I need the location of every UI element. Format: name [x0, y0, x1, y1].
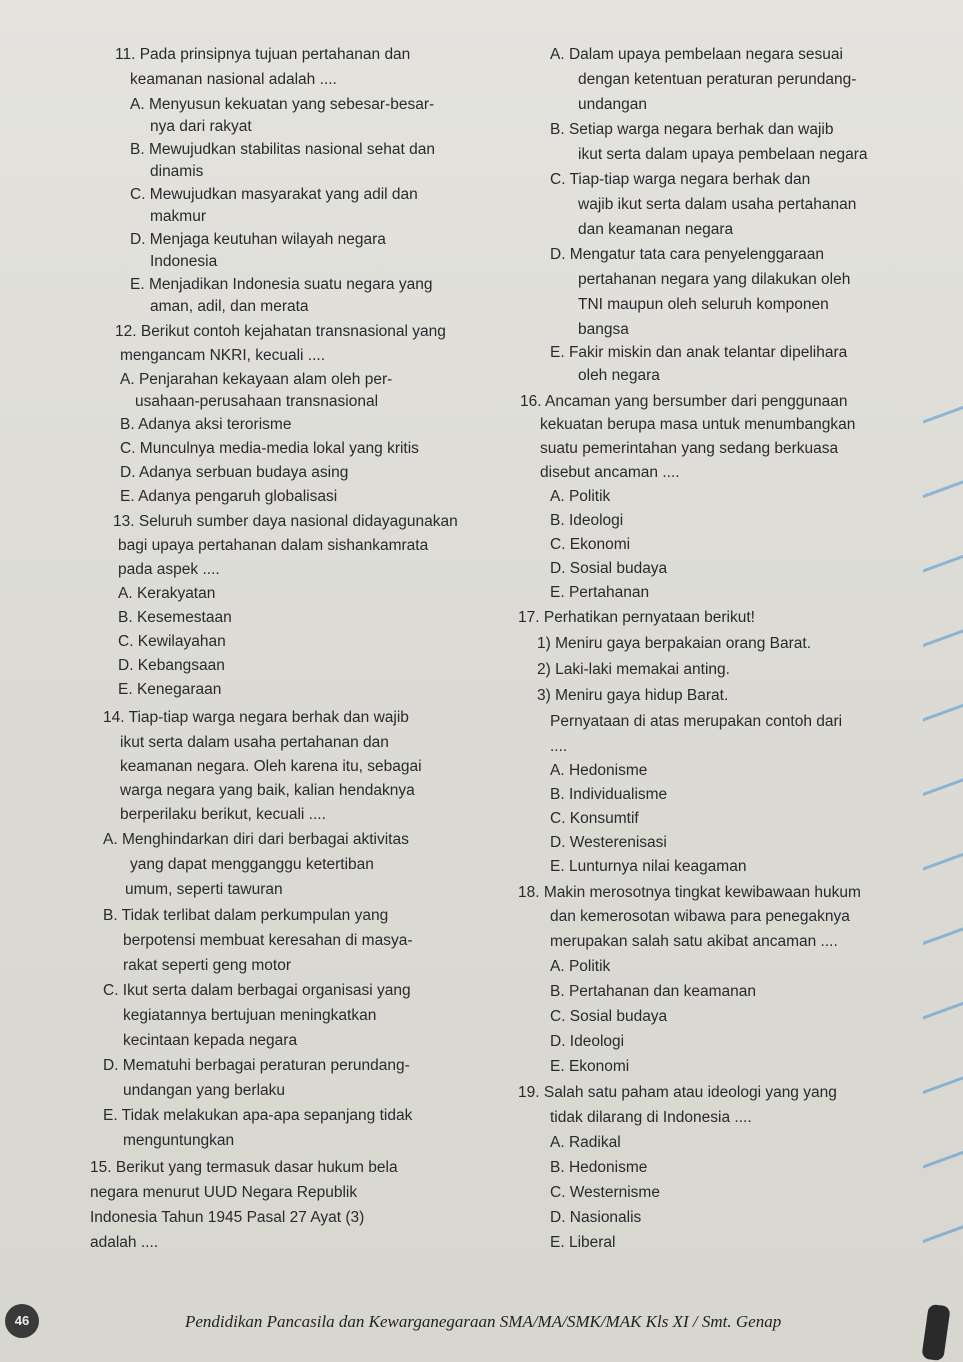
text-line-q14-b1: B. Tidak terlibat dalam perkumpulan yang — [103, 907, 389, 924]
text-line-r15-d1: D. Mengatur tata cara penyelenggaraan — [550, 246, 825, 263]
text-line-q12-e: E. Adanya pengaruh globalisasi — [120, 488, 338, 505]
text-line-q18-2: dan kemerosotan wibawa para penegaknya — [550, 908, 850, 925]
text-line-q17-1: 17. Perhatikan pernyataan berikut! — [518, 609, 755, 626]
page-number: 46 — [5, 1304, 39, 1338]
text-line-q13-2: bagi upaya pertahanan dalam sishankamrata — [118, 537, 429, 554]
text-line-q14-e1: E. Tidak melakukan apa-apa sepanjang tidak — [103, 1107, 413, 1124]
text-line-q11-2: keamanan nasional adalah .... — [130, 71, 337, 88]
text-line-q12-1: 12. Berikut contoh kejahatan transnasional yang — [115, 323, 446, 340]
text-line-q17-s2: 2) Laki-laki memakai anting. — [537, 661, 730, 678]
text-line-q16-4: disebut ancaman .... — [540, 464, 680, 481]
text-line-q16-b: B. Ideologi — [550, 512, 624, 529]
text-line-q14-b2: berpotensi membuat keresahan di masya- — [123, 932, 413, 949]
text-line-q14-d1: D. Mematuhi berbagai peraturan perundang- — [103, 1057, 410, 1074]
text-line-q13-b: B. Kesemestaan — [118, 609, 232, 626]
text-line-q17-2: Pernyataan di atas merupakan contoh dari — [550, 713, 843, 730]
text-line-q19-b: B. Hedonisme — [550, 1159, 648, 1176]
text-line-q19-d: D. Nasionalis — [550, 1209, 642, 1226]
text-line-r15-a1: A. Dalam upaya pembelaan negara sesuai — [550, 46, 843, 63]
text-line-q17-s3: 3) Meniru gaya hidup Barat. — [537, 687, 729, 704]
text-line-r15-c3: dan keamanan negara — [578, 221, 734, 238]
text-line-q14-a2: yang dapat mengganggu ketertiban — [130, 856, 374, 873]
text-line-q17-c: C. Konsumtif — [550, 810, 639, 827]
text-line-q14-1: 14. Tiap-tiap warga negara berhak dan wajib — [103, 709, 409, 726]
text-line-q17-a: A. Hedonisme — [550, 762, 648, 779]
text-line-r15-c1: C. Tiap-tiap warga negara berhak dan — [550, 171, 811, 188]
text-line-q14-c2: kegiatannya bertujuan meningkatkan — [123, 1007, 377, 1024]
text-line-r15-b2: ikut serta dalam upaya pembelaan negara — [578, 146, 868, 163]
text-line-q19-2: tidak dilarang di Indonesia .... — [550, 1109, 752, 1126]
text-line-q11-e2: aman, adil, dan merata — [150, 298, 309, 315]
text-line-q12-b: B. Adanya aksi terorisme — [120, 416, 292, 433]
text-line-q17-d: D. Westerenisasi — [550, 834, 667, 851]
text-line-q12-a1: A. Penjarahan kekayaan alam oleh per- — [120, 371, 393, 388]
text-line-q13-1: 13. Seluruh sumber daya nasional didayagunakan — [113, 513, 458, 530]
text-line-q14-d2: undangan yang berlaku — [123, 1082, 286, 1099]
text-line-q16-1: 16. Ancaman yang bersumber dari penggunaan — [520, 393, 848, 410]
text-line-r15-a2: dengan ketentuan peraturan perundang- — [578, 71, 857, 88]
text-line-q12-d: D. Adanya serbuan budaya asing — [120, 464, 349, 481]
text-line-q15-4: adalah .... — [90, 1234, 159, 1251]
text-line-r15-e2: oleh negara — [578, 367, 660, 384]
text-line-r15-e1: E. Fakir miskin dan anak telantar dipelihara — [550, 344, 848, 361]
pen-cap — [921, 1304, 950, 1362]
text-line-q11-d1: D. Menjaga keutuhan wilayah negara — [130, 231, 386, 248]
text-line-q13-e: E. Kenegaraan — [118, 681, 222, 698]
text-line-q19-e: E. Liberal — [550, 1234, 616, 1251]
text-line-q12-2: mengancam NKRI, kecuali .... — [120, 347, 326, 364]
text-line-q15-1: 15. Berikut yang termasuk dasar hukum bela — [90, 1159, 398, 1176]
book-title: Pendidikan Pancasila dan Kewarganegaraan SMA/MA/SMK/MAK Kls XI / Smt. Genap — [185, 1312, 782, 1331]
text-line-q11-b1: B. Mewujudkan stabilitas nasional sehat dan — [130, 141, 436, 158]
text-line-q15-3: Indonesia Tahun 1945 Pasal 27 Ayat (3) — [90, 1209, 365, 1226]
text-line-q13-3: pada aspek .... — [118, 561, 220, 578]
text-line-q14-5: berperilaku berikut, kecuali .... — [120, 806, 326, 823]
text-line-q13-a: A. Kerakyatan — [118, 585, 216, 602]
text-line-q16-a: A. Politik — [550, 488, 611, 505]
text-line-q18-e: E. Ekonomi — [550, 1058, 630, 1075]
text-line-q19-a: A. Radikal — [550, 1134, 621, 1151]
text-line-q18-a: A. Politik — [550, 958, 611, 975]
text-line-q11-e1: E. Menjadikan Indonesia suatu negara yang — [130, 276, 433, 293]
text-line-q11-a1: A. Menyusun kekuatan yang sebesar-besar- — [130, 96, 435, 113]
text-line-q16-d: D. Sosial budaya — [550, 560, 668, 577]
text-line-r15-d4: bangsa — [578, 321, 629, 338]
text-line-q14-c1: C. Ikut serta dalam berbagai organisasi yang — [103, 982, 411, 999]
text-line-r15-a3: undangan — [578, 96, 647, 113]
text-line-q19-c: C. Westernisme — [550, 1184, 660, 1201]
text-line-q15-2: negara menurut UUD Negara Republik — [90, 1184, 358, 1201]
text-line-q18-1: 18. Makin merosotnya tingkat kewibawaan hukum — [518, 884, 861, 901]
text-line-r15-b1: B. Setiap warga negara berhak dan wajib — [550, 121, 834, 138]
text-line-q11-1: 11. Pada prinsipnya tujuan pertahanan dan — [115, 46, 411, 63]
text-line-q18-b: B. Pertahanan dan keamanan — [550, 983, 756, 1000]
text-line-q19-1: 19. Salah satu paham atau ideologi yang yang — [518, 1084, 837, 1101]
text-line-q11-a2: nya dari rakyat — [150, 118, 252, 135]
text-line-q17-e: E. Lunturnya nilai keagaman — [550, 858, 747, 875]
text-line-q18-d: D. Ideologi — [550, 1033, 625, 1050]
text-line-q16-3: suatu pemerintahan yang sedang berkuasa — [540, 440, 839, 457]
text-line-q14-b3: rakat seperti geng motor — [123, 957, 292, 974]
text-line-q11-d2: Indonesia — [150, 253, 218, 270]
text-line-q14-4: warga negara yang baik, kalian hendaknya — [120, 782, 415, 799]
text-line-q16-2: kekuatan berupa masa untuk menumbangkan — [540, 416, 856, 433]
text-line-q14-c3: kecintaan kepada negara — [123, 1032, 298, 1049]
text-line-q13-d: D. Kebangsaan — [118, 657, 225, 674]
text-line-r15-d3: TNI maupun oleh seluruh komponen — [578, 296, 829, 313]
decorative-stripes — [923, 380, 963, 1280]
text-line-q18-c: C. Sosial budaya — [550, 1008, 668, 1025]
text-line-q12-c: C. Munculnya media-media lokal yang kritis — [120, 440, 419, 457]
text-line-q17-b: B. Individualisme — [550, 786, 668, 803]
text-line-q12-a2: usahaan-perusahaan transnasional — [135, 393, 379, 410]
text-line-r15-d2: pertahanan negara yang dilakukan oleh — [578, 271, 851, 288]
text-line-q14-a1: A. Menghindarkan diri dari berbagai aktivitas — [103, 831, 409, 848]
text-line-q13-c: C. Kewilayahan — [118, 633, 226, 650]
text-line-q16-c: C. Ekonomi — [550, 536, 631, 553]
text-line-q18-3: merupakan salah satu akibat ancaman .... — [550, 933, 838, 950]
text-line-q17-s1: 1) Meniru gaya berpakaian orang Barat. — [537, 635, 811, 652]
text-line-q14-e2: menguntungkan — [123, 1132, 235, 1149]
text-line-q14-a3: umum, seperti tawuran — [125, 881, 283, 898]
text-line-q11-c1: C. Mewujudkan masyarakat yang adil dan — [130, 186, 418, 203]
text-line-q16-e: E. Pertahanan — [550, 584, 650, 601]
text-line-q14-3: keamanan negara. Oleh karena itu, sebagai — [120, 758, 422, 775]
text-line-q11-b2: dinamis — [150, 163, 204, 180]
text-line-q14-2: ikut serta dalam usaha pertahanan dan — [120, 734, 389, 751]
text-line-q11-c2: makmur — [150, 208, 206, 225]
text-line-r15-c2: wajib ikut serta dalam usaha pertahanan — [578, 196, 857, 213]
text-line-q17-3: .... — [550, 738, 568, 755]
